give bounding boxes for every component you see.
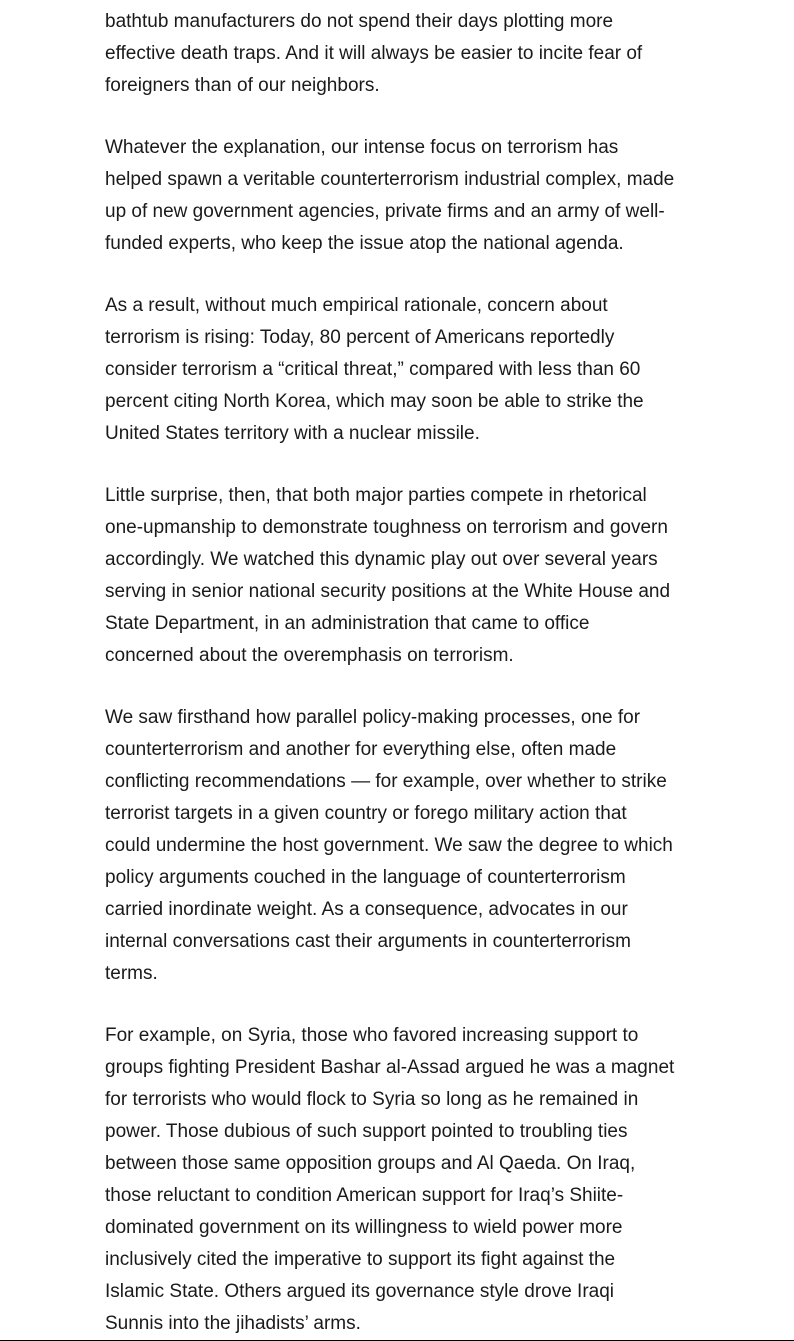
paragraph-line: inclusively cited the imperative to support its fight against the <box>105 1249 616 1270</box>
paragraph-line: Whatever the explanation, our intense focus on terrorism has <box>105 137 619 158</box>
paragraph-line: Islamic State. Others argued its governance style drove Iraqi <box>105 1281 615 1302</box>
paragraph-line: State Department, in an administration that came to office <box>105 613 590 634</box>
paragraph-line: consider terrorism a “critical threat,” compared with less than 60 <box>105 359 641 380</box>
paragraph-line: concerned about the overemphasis on terrorism. <box>105 645 514 666</box>
paragraph-line: We saw firsthand how parallel policy-making processes, one for <box>105 707 641 728</box>
paragraph-line: As a result, without much empirical rationale, concern about <box>105 295 608 316</box>
paragraph-line: policy arguments couched in the language of counterterrorism <box>105 867 626 888</box>
paragraph-line: terrorist targets in a given country or forego military action that <box>105 803 627 824</box>
paragraph-line: For example, on Syria, those who favored increasing support to <box>105 1025 639 1046</box>
paragraph-line: funded experts, who keep the issue atop the national agenda. <box>105 233 624 254</box>
paragraph-line: internal conversations cast their arguments in counterterrorism <box>105 931 631 952</box>
paragraph-line: accordingly. We watched this dynamic play out over several years <box>105 549 658 570</box>
paragraph-line: Little surprise, then, that both major parties compete in rhetorical <box>105 485 647 506</box>
paragraph-line: foreigners than of our neighbors. <box>105 75 380 96</box>
paragraph-line: terms. <box>105 963 158 984</box>
paragraph-line: terrorism is rising: Today, 80 percent of Americans reportedly <box>105 327 615 348</box>
paragraph-line: United States territory with a nuclear missile. <box>105 423 480 444</box>
paragraph-line: dominated government on its willingness to wield power more <box>105 1217 623 1238</box>
paragraph-line: could undermine the host government. We saw the degree to which <box>105 835 673 856</box>
paragraph-line: helped spawn a veritable counterterrorism industrial complex, made <box>105 169 675 190</box>
paragraph-line: effective death traps. And it will always be easier to incite fear of <box>105 43 643 64</box>
paragraph-line: up of new government agencies, private firms and an army of well- <box>105 201 665 222</box>
paragraph-line: for terrorists who would flock to Syria so long as he remained in <box>105 1089 639 1110</box>
paragraph-line: groups fighting President Bashar al-Assad argued he was a magnet <box>105 1057 675 1078</box>
paragraph-line: conflicting recommendations — for example, over whether to strike <box>105 771 667 792</box>
paragraph-line: bathtub manufacturers do not spend their days plotting more <box>105 11 614 32</box>
paragraph-line: one-upmanship to demonstrate toughness on terrorism and govern <box>105 517 668 538</box>
paragraph-line: between those same opposition groups and Al Qaeda. On Iraq, <box>105 1153 636 1174</box>
paragraph-line: serving in senior national security positions at the White House and <box>105 581 671 602</box>
paragraph-line: percent citing North Korea, which may soon be able to strike the <box>105 391 644 412</box>
paragraph-line: those reluctant to condition American support for Iraq’s Shiite- <box>105 1185 624 1206</box>
paragraph-line: counterterrorism and another for everything else, often made <box>105 739 617 760</box>
paragraph-line: power. Those dubious of such support pointed to troubling ties <box>105 1121 628 1142</box>
paragraph-line: Sunnis into the jihadists’ arms. <box>105 1313 361 1334</box>
paragraph-line: carried inordinate weight. As a consequence, advocates in our <box>105 899 628 920</box>
